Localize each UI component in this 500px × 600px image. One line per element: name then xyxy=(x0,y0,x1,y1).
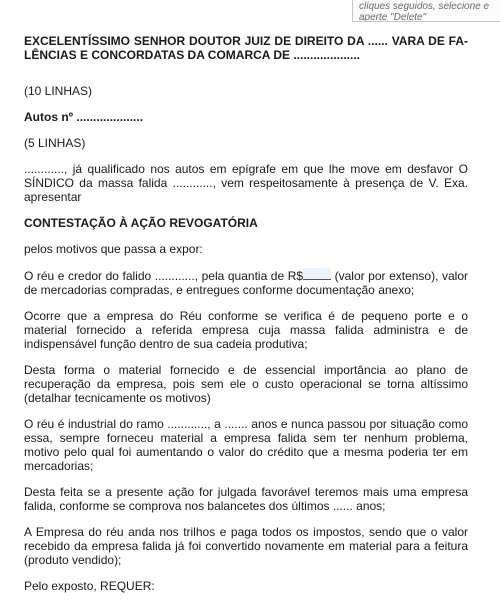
paragraph-compliance: A Empresa do réu anda nos trilhos e paga todos os impostos, sendo que o valor recebido da empresa falida já foi convertido novamente em material para a feitura (produto vendido); xyxy=(24,525,468,567)
paragraph-credit-end: (valor por extenso), valor de mercadorias compradas, e entregues conforme documentação anexo; xyxy=(24,269,469,297)
motives-line: pelos motivos que passa a expor: xyxy=(24,242,203,256)
help-tooltip xyxy=(352,0,500,22)
legal-document xyxy=(24,34,468,593)
paragraph-consequence: Desta feita se a presente ação for julgada favorável teremos mais uma empresa falida, conforme se comprova nos balancetes dos últimos ...... anos; xyxy=(24,485,468,513)
document-title: CONTESTAÇÃO À AÇÃO REVOGATÓRIA xyxy=(24,216,258,230)
paragraph-credit xyxy=(24,268,468,297)
court-header: EXCELENTÍSSIMO SENHOR DOUTOR JUIZ DE DIREITO DA ...... VARA DE FA-LÊNCIAS E CONCORDATAS DA COMARCA DE .................... xyxy=(24,34,468,62)
closing-request: Pelo exposto, REQUER: xyxy=(24,579,155,593)
placeholder-10-lines: (10 LINHAS) xyxy=(24,84,93,98)
case-number: Autos nº .................... xyxy=(24,110,144,124)
paragraph-credit-start: O réu e credor do falido ............, pela quantia de R$ xyxy=(24,269,304,283)
help-tooltip-line-2: aperte "Delete" xyxy=(359,12,427,22)
intro-paragraph: ............, já qualificado nos autos em epígrafe em que lhe move em desfavor O SÍNDICO da massa falida ............, vem respeitosamente à presença de V. Exa. apresentar xyxy=(24,162,468,204)
paragraph-importance: Desta forma o material fornecido e de essencial importância ao plano de recuperação da empresa, pois sem ele o custo operacional se torna altíssimo (detalhar tecnicamente os motivos) xyxy=(24,363,468,405)
paragraph-small-business: Ocorre que a empresa do Réu conforme se verifica é de pequeno porte e o material fornecido a referida empresa cuja massa falida administra e de indispensável função dentro de sua cadeia produtiva; xyxy=(24,309,468,351)
placeholder-5-lines: (5 LINHAS) xyxy=(24,136,86,150)
paragraph-history: O réu é industrial do ramo ............, a ....... anos e nunca passou por situação como essa, sempre forneceu material a empresa falida sem ter nenhum problema, motivo pelo qual foi aumentando o valor do crédito que a mesma poderia ter em mercadorias; xyxy=(24,417,468,473)
help-tooltip-line-1: cliques seguidos, selecione e xyxy=(359,1,490,12)
amount-input-field[interactable] xyxy=(303,268,331,280)
